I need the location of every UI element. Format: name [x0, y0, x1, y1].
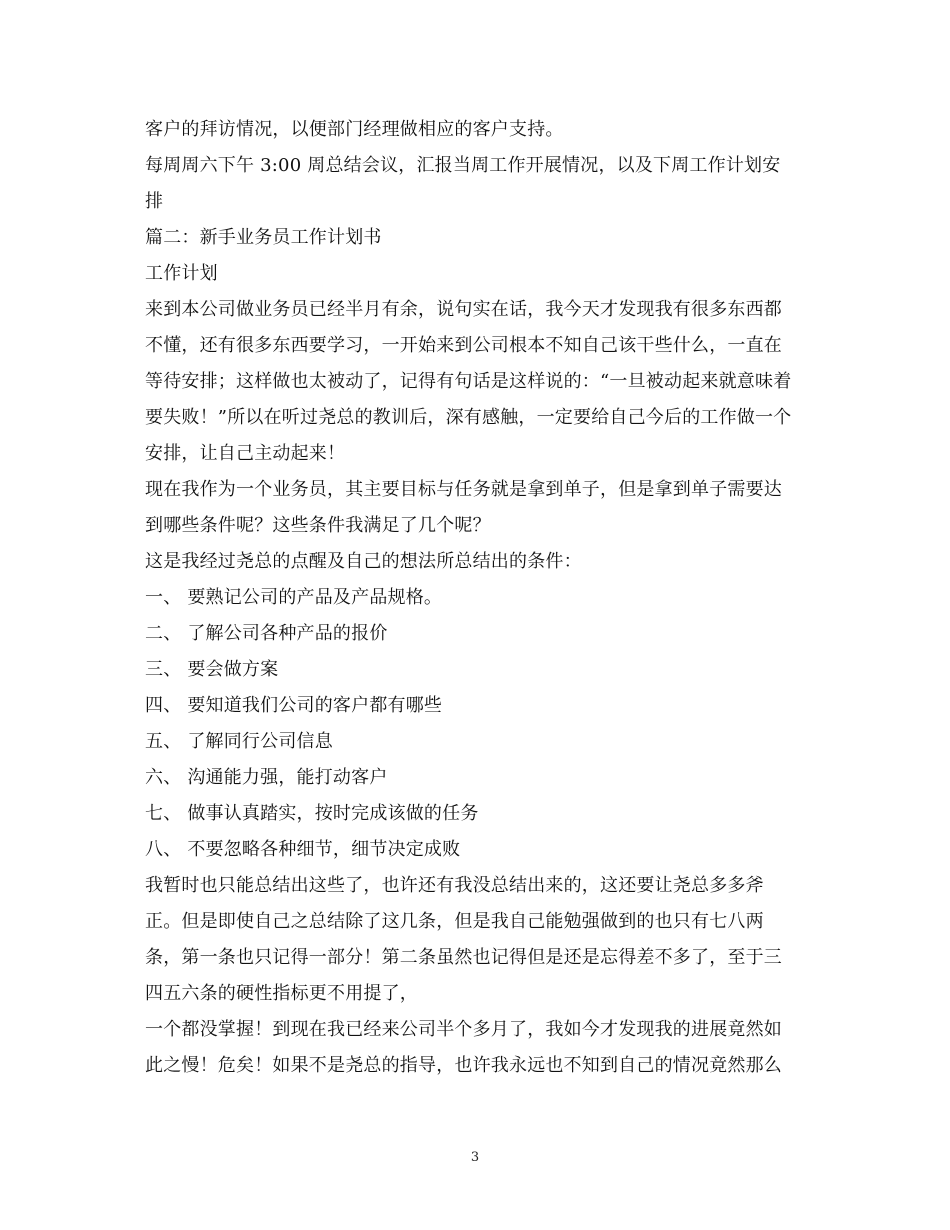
text-line: 排 [145, 191, 164, 212]
text-line: 来到本公司做业务员已经半月有余，说句实在话，我今天才发现我有很多东西都 [145, 299, 782, 320]
list-item: 五、 了解同行公司信息 [145, 731, 333, 752]
list-item: 二、 了解公司各种产品的报价 [145, 623, 388, 644]
text-line: 正。但是即使自己之总结除了这几条，但是我自己能勉强做到的也只有七八两 [145, 911, 764, 932]
list-item: 七、 做事认真踏实，按时完成该做的任务 [145, 803, 479, 824]
text-line: 现在我作为一个业务员，其主要目标与任务就是拿到单子，但是拿到单子需要达 [145, 479, 782, 500]
text-line: 条，第一条也只记得一部分！第二条虽然也记得但是还是忘得差不多了，至于三 [145, 947, 782, 968]
text-line: 要失败！”所以在听过尧总的教训后，深有感触，一定要给自己今后的工作做一个 [145, 407, 792, 428]
text-line: 我暂时也只能总结出这些了，也许还有我没总结出来的，这还要让尧总多多斧 [145, 875, 764, 896]
text-line: 一个都没掌握！到现在我已经来公司半个多月了，我如今才发现我的进展竟然如 [145, 1019, 782, 1040]
document-body [145, 112, 815, 1084]
text-line: 这是我经过尧总的点醒及自己的想法所总结出的条件： [145, 551, 582, 572]
text-line: 不懂，还有很多东西要学习，一开始来到公司根本不知自己该干些什么，一直在 [145, 335, 782, 356]
text-line: 四五六条的硬性指标更不用提了， [145, 983, 418, 1004]
list-item: 三、 要会做方案 [145, 659, 279, 680]
text-line: 等待安排；这样做也太被动了，记得有句话是这样说的：“一旦被动起来就意味着 [145, 371, 792, 392]
list-item: 六、 沟通能力强，能打动客户 [145, 767, 388, 788]
section-heading: 篇二：新手业务员工作计划书 [145, 227, 382, 248]
text-line: 到哪些条件呢？这些条件我满足了几个呢？ [145, 515, 491, 536]
text-line: 客户的拜访情况，以便部门经理做相应的客户支持。 [145, 119, 564, 140]
list-item: 四、 要知道我们公司的客户都有哪些 [145, 695, 443, 716]
text-line: 每周周六下午 3:00 周总结会议，汇报当周工作开展情况，以及下周工作计划安 [145, 155, 781, 176]
text-line: 此之慢！危矣！如果不是尧总的指导，也许我永远也不知到自己的情况竟然那么 [145, 1055, 782, 1076]
list-item: 八、 不要忽略各种细节，细节决定成败 [145, 839, 461, 860]
text-line: 安排，让自己主动起来！ [145, 443, 346, 464]
list-item: 一、 要熟记公司的产品及产品规格。 [145, 587, 443, 608]
page-number: 3 [470, 1150, 480, 1165]
section-subheading: 工作计划 [145, 263, 218, 284]
